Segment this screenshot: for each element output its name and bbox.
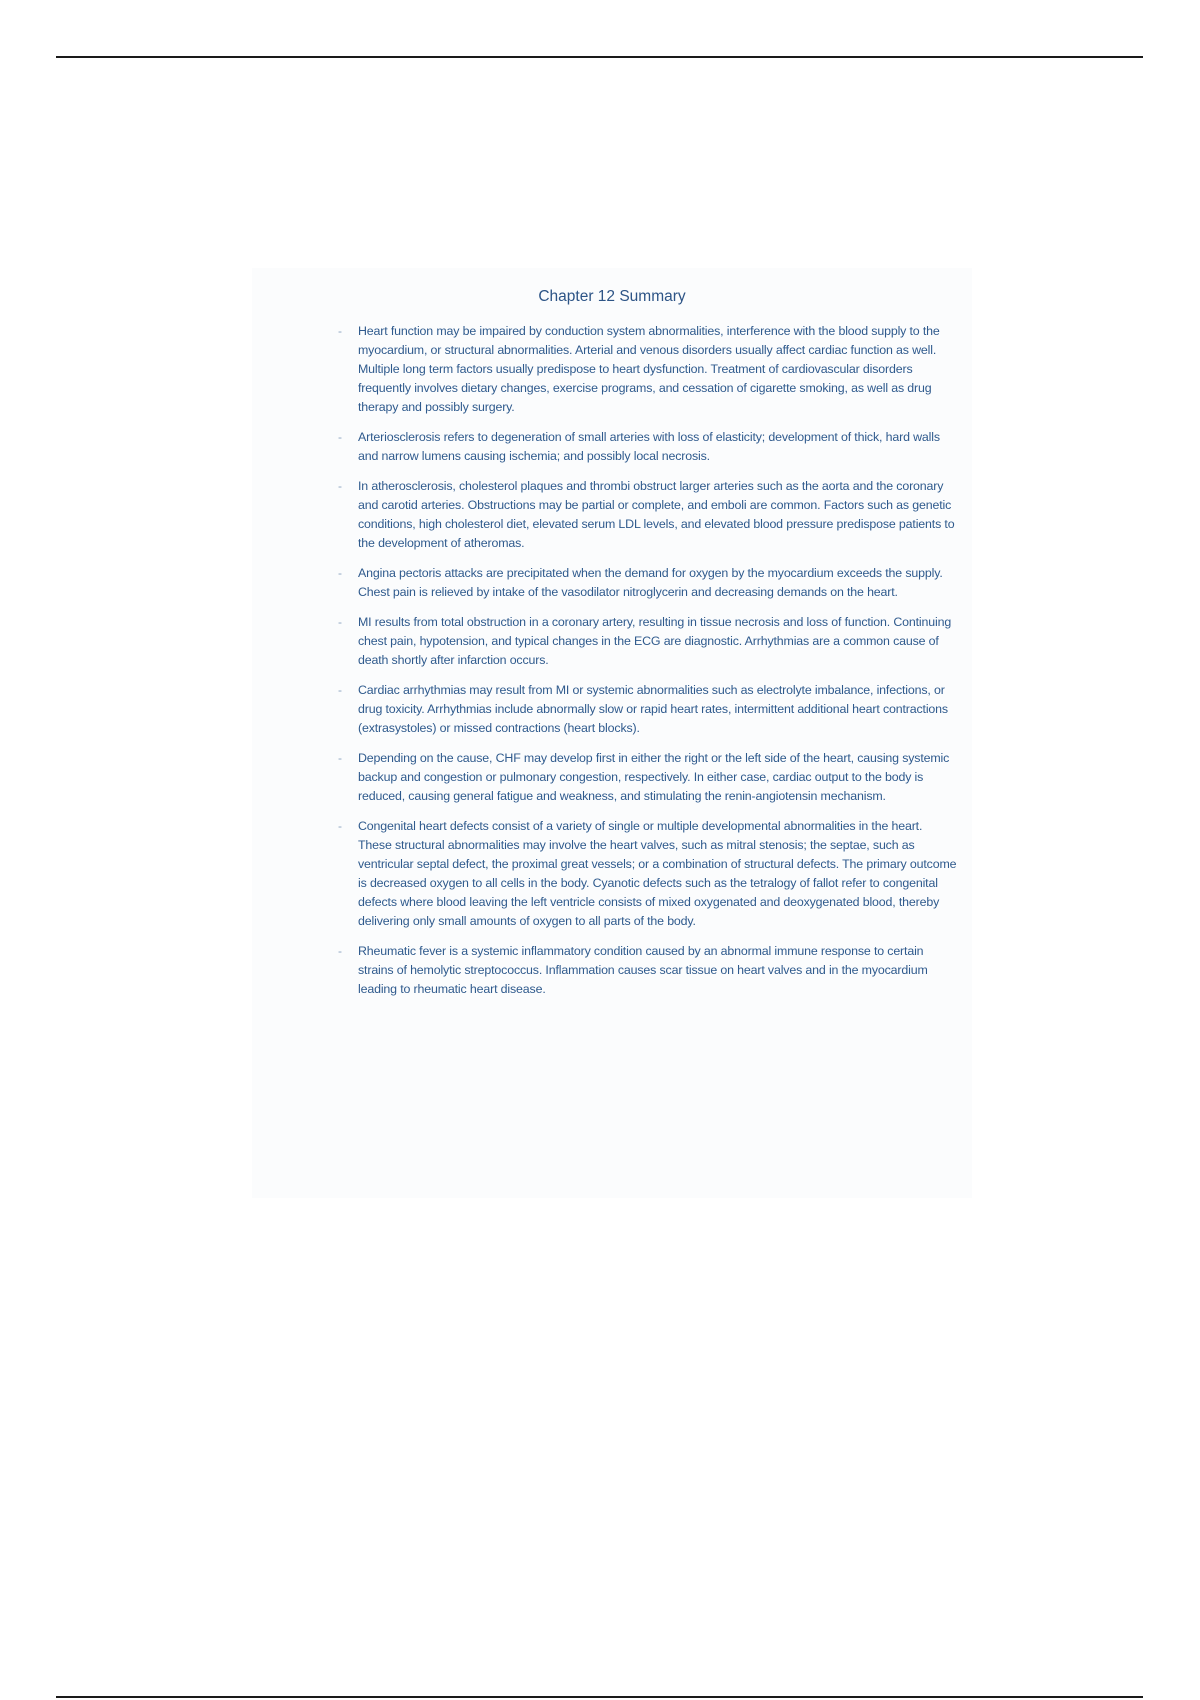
summary-item [338, 749, 958, 806]
bullet-marker: - [338, 683, 342, 697]
bullet-marker: - [338, 944, 342, 958]
summary-item-text: Rheumatic fever is a systemic inflammatory condition caused by an abnormal immune response to certain strains of hemolytic streptococcus. Inflammation causes scar tissue on heart valves and in the myocardium leading to rheumatic heart disease. [358, 944, 928, 996]
summary-item-text: Congenital heart defects consist of a variety of single or multiple developmental abnormalities in the heart. These structural abnormalities may involve the heart valves, such as mitral stenosis; the septae, such as ventricular septal defect, the proximal great vessels; or a combination of structural defects. The primary outcome is decreased oxygen to all cells in the body. Cyanotic defects such as the tetralogy of fallot refer to congenital defects where blood leaving the left ventricle consists of mixed oxygenated and deoxygenated blood, thereby delivering only small amounts of oxygen to all parts of the body. [358, 819, 957, 928]
summary-item-text: Heart function may be impaired by conduction system abnormalities, interference with the blood supply to the myocardium, or structural abnormalities. Arterial and venous disorders usually affect cardiac function as well. Multiple long term factors usually predispose to heart dysfunction. Treatment of cardiovascular disorders frequently involves dietary changes, exercise programs, and cessation of cigarette smoking, as well as drug therapy and possibly surgery. [358, 324, 940, 414]
summary-item-text: In atherosclerosis, cholesterol plaques and thrombi obstruct larger arteries such as the aorta and the coronary and carotid arteries. Obstructions may be partial or complete, and emboli are common. Factors such as genetic conditions, high cholesterol diet, elevated serum LDL levels, and elevated blood pressure predispose patients to the development of atheromas. [358, 479, 955, 550]
summary-page-image [252, 268, 972, 1198]
summary-item [338, 477, 958, 553]
summary-item [338, 428, 958, 466]
summary-item-text: Cardiac arrhythmias may result from MI or systemic abnormalities such as electrolyte imbalance, infections, or drug toxicity. Arrhythmias include abnormally slow or rapid heart rates, intermittent additional heart contractions (extrasystoles) or missed contractions (heart blocks). [358, 683, 948, 735]
bullet-marker: - [338, 430, 342, 444]
summary-item [338, 564, 958, 602]
bullet-marker: - [338, 751, 342, 765]
bullet-marker: - [338, 324, 342, 338]
summary-item [338, 942, 958, 999]
summary-item [338, 613, 958, 670]
bullet-marker: - [338, 566, 342, 580]
bullet-marker: - [338, 479, 342, 493]
bullet-marker: - [338, 615, 342, 629]
summary-item-text: Arteriosclerosis refers to degeneration of small arteries with loss of elasticity; development of thick, hard walls and narrow lumens causing ischemia; and possibly local necrosis. [358, 430, 940, 463]
summary-item-text: Depending on the cause, CHF may develop first in either the right or the left side of the heart, causing systemic backup and congestion or pulmonary congestion, respectively. In either case, cardiac output to the body is reduced, causing general fatigue and weakness, and stimulating the renin-angiotensin mechanism. [358, 751, 950, 803]
summary-item-text: Angina pectoris attacks are precipitated when the demand for oxygen by the myocardium exceeds the supply. Chest pain is relieved by intake of the vasodilator nitroglycerin and decreasing demands on the heart. [358, 566, 943, 599]
bullet-marker: - [338, 819, 342, 833]
bottom-rule [56, 1696, 1143, 1698]
top-rule [56, 56, 1143, 58]
summary-item-text: MI results from total obstruction in a coronary artery, resulting in tissue necrosis and loss of function. Continuing chest pain, hypotension, and typical changes in the ECG are diagnostic. Arrhythmias are a common cause of death shortly after infarction occurs. [358, 615, 952, 667]
summary-item [338, 322, 958, 417]
summary-list [338, 322, 958, 1010]
summary-title: Chapter 12 Summary [538, 288, 686, 305]
summary-item [338, 681, 958, 738]
summary-item [338, 817, 958, 931]
